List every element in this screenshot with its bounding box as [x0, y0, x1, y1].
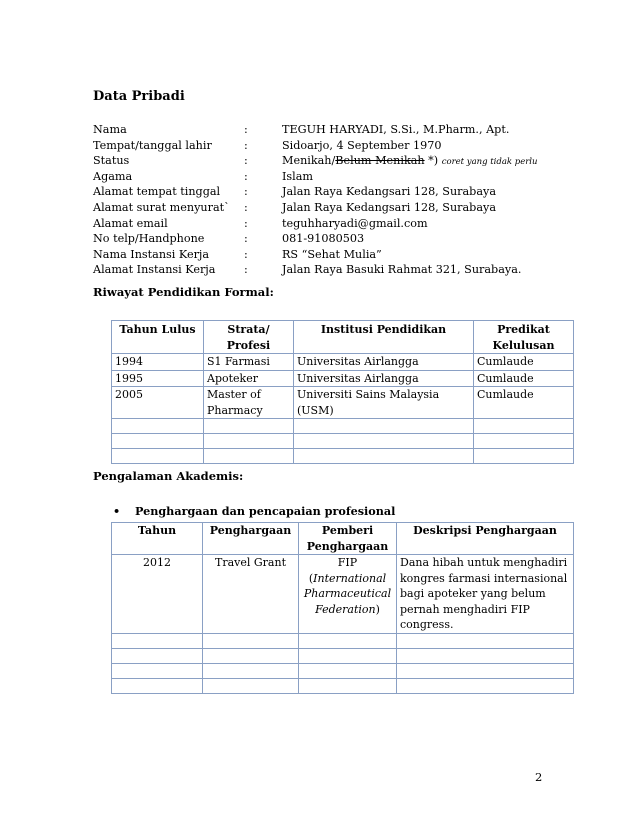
status-unmarried-struck: Belum Menikah: [335, 154, 425, 168]
info-value: 081-91080503: [282, 232, 365, 246]
table-cell: [299, 633, 397, 648]
table-cell: [294, 434, 474, 449]
table-cell: Cumlaude: [474, 370, 574, 387]
info-separator: :: [244, 232, 248, 246]
bullet-icon: •: [113, 504, 121, 518]
award-year: 2012: [112, 555, 203, 634]
table-cell: Universiti Sains Malaysia (USM): [294, 387, 474, 419]
info-label: Nama Instansi Kerja: [93, 247, 210, 261]
info-row-nama: [93, 123, 573, 139]
info-label: Status: [93, 154, 130, 168]
table-cell: [294, 419, 474, 434]
column-header: Deskripsi Penghargaan: [397, 523, 574, 555]
table-cell: [203, 663, 299, 678]
table-cell: [397, 678, 574, 693]
personal-info-list: [93, 123, 573, 279]
table-cell: [299, 648, 397, 663]
table-cell: [112, 419, 204, 434]
info-separator: :: [244, 154, 248, 168]
table-cell: Cumlaude: [474, 354, 574, 371]
award-header-row: [112, 523, 574, 555]
info-row-status: [93, 154, 573, 170]
info-value: RS “Sehat Mulia”: [282, 247, 382, 261]
info-separator: :: [244, 263, 248, 277]
info-value: Jalan Raya Kedangsari 128, Surabaya: [282, 200, 497, 214]
table-cell: Universitas Airlangga: [294, 370, 474, 387]
table-cell: [203, 633, 299, 648]
table-cell: [112, 648, 203, 663]
table-cell: [299, 678, 397, 693]
info-label: Tempat/tanggal lahir: [93, 138, 212, 152]
column-header: Tahun Lulus: [112, 321, 204, 354]
info-label: No telp/Handphone: [93, 232, 205, 246]
section-title-data-pribadi: Data Pribadi: [93, 89, 185, 104]
table-cell: [112, 663, 203, 678]
table-cell: Master of Pharmacy: [204, 387, 294, 419]
education-header-row: [112, 321, 574, 354]
info-value: Jalan Raya Basuki Rahmat 321, Surabaya.: [282, 263, 522, 277]
table-cell: [397, 633, 574, 648]
table-cell: [204, 419, 294, 434]
education-table: [111, 320, 574, 464]
info-label: Alamat Instansi Kerja: [93, 263, 216, 277]
column-header: Tahun: [112, 523, 203, 555]
column-header: Pemberi Penghargaan: [299, 523, 397, 555]
table-row: [112, 678, 574, 693]
table-cell: Apoteker: [204, 370, 294, 387]
table-cell: [112, 633, 203, 648]
table-cell: [203, 648, 299, 663]
column-header: Institusi Pendidikan: [294, 321, 474, 354]
table-cell: 1995: [112, 370, 204, 387]
giver-abbrev: FIP: [337, 556, 358, 569]
table-row: [112, 419, 574, 434]
table-row: [112, 648, 574, 663]
info-label: Nama: [93, 123, 127, 136]
table-cell: 1994: [112, 354, 204, 371]
info-separator: :: [244, 123, 248, 136]
info-separator: :: [244, 138, 248, 152]
info-row-agama: [93, 170, 573, 186]
table-row: [112, 434, 574, 449]
table-cell: S1 Farmasi: [204, 354, 294, 371]
bullet-text: Penghargaan dan pencapaian profesional: [135, 504, 396, 518]
status-note: coret yang tidak perlu: [441, 157, 538, 168]
table-cell: Universitas Airlangga: [294, 354, 474, 371]
section-title-akademis: Pengalaman Akademis:: [93, 469, 244, 483]
info-value: Sidoarjo, 4 September 1970: [282, 138, 442, 152]
info-value: Islam: [282, 169, 314, 183]
page-number: 2: [535, 770, 543, 784]
giver-paren-close: ): [375, 602, 380, 616]
column-header: Penghargaan: [203, 523, 299, 555]
table-cell: [204, 434, 294, 449]
award-name: Travel Grant: [203, 555, 299, 634]
info-row-alamat-tinggal: [93, 185, 573, 201]
table-row: [112, 370, 574, 387]
info-row-alamat-instansi: [93, 263, 573, 279]
table-cell: [474, 434, 574, 449]
award-giver: [299, 555, 397, 634]
table-row: [112, 633, 574, 648]
info-label: Alamat email: [93, 216, 168, 230]
table-cell: [299, 663, 397, 678]
column-header: Predikat Kelulusan: [474, 321, 574, 354]
table-cell: [204, 449, 294, 464]
info-separator: :: [244, 185, 248, 199]
info-separator: :: [244, 247, 248, 261]
info-value: TEGUH HARYADI, S.Si., M.Pharm., Apt.: [282, 123, 510, 136]
info-row-alamat-surat: [93, 201, 573, 217]
info-label: Agama: [93, 169, 133, 183]
info-separator: :: [244, 216, 248, 230]
table-cell: [112, 678, 203, 693]
table-cell: [112, 434, 204, 449]
info-row-ttl: [93, 139, 573, 155]
info-label: Alamat tempat tinggal: [93, 185, 221, 199]
table-cell: [203, 678, 299, 693]
table-cell: Cumlaude: [474, 387, 574, 419]
info-row-instansi: [93, 248, 573, 264]
table-cell: [397, 663, 574, 678]
award-table: [111, 522, 574, 694]
column-header: Strata/ Profesi: [204, 321, 294, 354]
table-cell: 2005: [112, 387, 204, 419]
table-row: [112, 387, 574, 419]
status-asterisk: *): [424, 154, 439, 168]
table-row: [112, 663, 574, 678]
bullet-item-penghargaan: [113, 504, 395, 518]
giver-fullname: International Pharmaceutical Federation: [303, 571, 392, 616]
giver-paren-open: (: [308, 571, 314, 585]
info-value: Jalan Raya Kedangsari 128, Surabaya: [282, 185, 497, 199]
table-row: [112, 449, 574, 464]
table-cell: [474, 449, 574, 464]
info-value: teguhharyadi@gmail.com: [282, 216, 428, 230]
table-cell: [474, 419, 574, 434]
status-married: Menikah/: [282, 154, 336, 168]
table-cell: [397, 648, 574, 663]
table-row: [112, 354, 574, 371]
info-separator: :: [244, 200, 248, 214]
info-separator: :: [244, 169, 248, 183]
table-cell: [294, 449, 474, 464]
award-description: Dana hibah untuk menghadiri kongres farmasi internasional bagi apoteker yang belum pernah menghadiri FIP congress.: [397, 555, 574, 634]
table-row: [112, 555, 574, 634]
section-title-pendidikan: Riwayat Pendidikan Formal:: [93, 285, 274, 299]
info-row-telp: [93, 232, 573, 248]
table-cell: [112, 449, 204, 464]
info-label: Alamat surat menyurat`: [93, 200, 230, 214]
info-row-email: [93, 217, 573, 233]
info-value-status: [282, 154, 538, 168]
